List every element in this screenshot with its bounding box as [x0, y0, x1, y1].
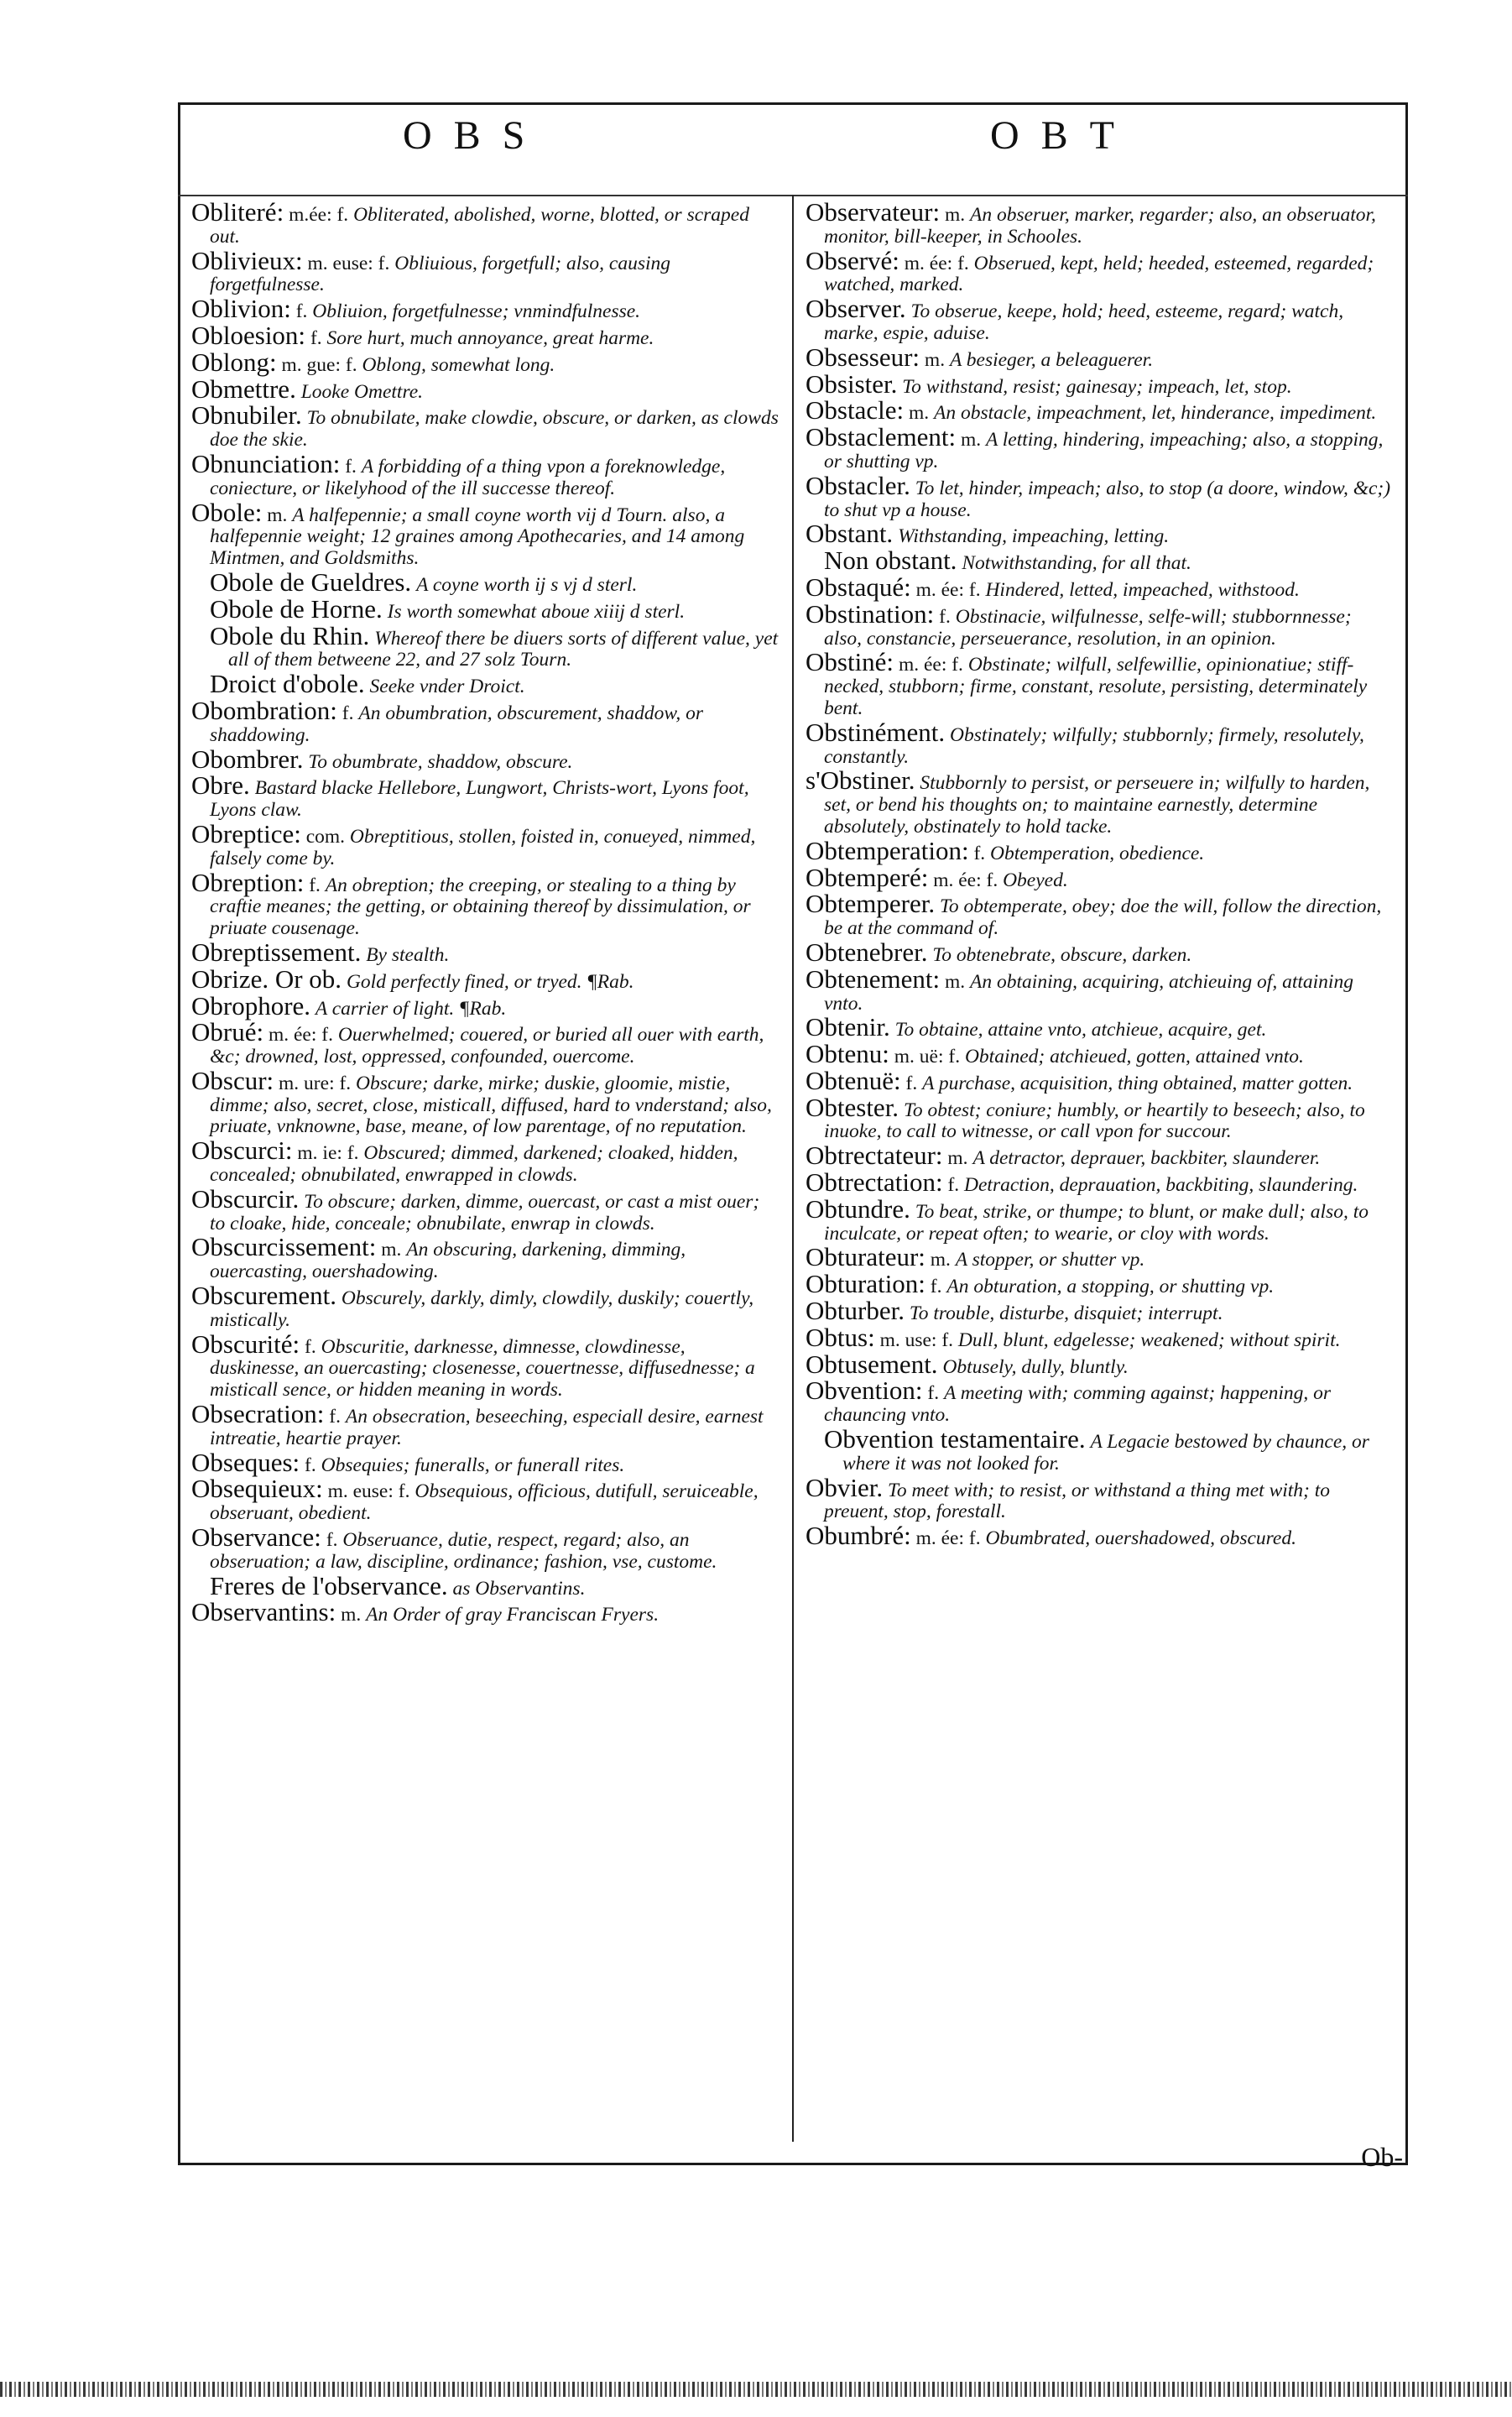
entry-grammar: m. ée: f.: [915, 1527, 981, 1550]
entry-definition: Obscurely, darkly, dimly, clowdily, duskily; couertly, mistically.: [210, 1287, 754, 1331]
entry-grammar: f.: [329, 1406, 341, 1428]
dictionary-entry: [191, 818, 779, 870]
entry-grammar: com.: [305, 825, 346, 848]
entry-headword: Obstacler.: [806, 470, 910, 500]
entry-definition: A purchase, acquisition, thing obtained, matter gotten.: [922, 1072, 1353, 1094]
left-column: [191, 197, 779, 1628]
entry-headword: Obscurci:: [191, 1135, 293, 1166]
catchword: Ob-: [1361, 2142, 1403, 2172]
dictionary-entry: [191, 695, 779, 747]
dictionary-entry: [191, 1474, 779, 1525]
entry-headword: Oblivion:: [191, 294, 291, 324]
entry-headword: Obtester.: [806, 1092, 899, 1122]
entry-definition: To obnubilate, make clowdie, obscure, or darken, as clowds doe the skie.: [210, 407, 779, 452]
dictionary-entry: [191, 1522, 779, 1574]
entry-headword: Obreptissement.: [191, 937, 362, 967]
dictionary-entry: [806, 395, 1393, 425]
entry-headword: Obtusement.: [806, 1349, 938, 1379]
entry-headword: Obtus:: [806, 1322, 875, 1352]
dictionary-entry: [806, 1296, 1393, 1326]
dictionary-entry: [191, 937, 779, 967]
entry-definition: To obtest; coniure; humbly, or heartily to beseech; also, to inuoke, to call to witnesse, or call vpon for succour.: [824, 1099, 1365, 1143]
entry-grammar: m.: [944, 204, 966, 226]
entry-headword: Obrophore.: [191, 990, 311, 1021]
entry-headword: Obstant.: [806, 519, 894, 549]
entry-grammar: m.: [908, 402, 930, 425]
entry-grammar: m.: [947, 1147, 968, 1170]
entry-headword: s'Obstiner.: [806, 765, 915, 796]
entry-headword: Freres de l'observance.: [210, 1570, 448, 1600]
entry-definition: A carrier of light. ¶Rab.: [315, 997, 507, 1020]
entry-definition: Obscured; dimmed, darkened; cloaked, hidden, concealed; obnubilated, enwrapped in clowds.: [210, 1142, 738, 1187]
entry-definition: Obreptitious, stollen, foisted in, conueyed, nimmed, falsely come by.: [210, 825, 756, 869]
dictionary-entry: [806, 1322, 1393, 1352]
dictionary-entry: [191, 593, 779, 624]
dictionary-entry: [191, 294, 779, 324]
entry-headword: Obturber.: [806, 1296, 905, 1326]
dictionary-entry: [806, 1269, 1393, 1299]
dictionary-entry: [806, 1012, 1393, 1042]
entry-headword: Obstinément.: [806, 717, 946, 747]
entry-definition: Withstanding, impeaching, letting.: [898, 525, 1170, 548]
dictionary-entry: [806, 1039, 1393, 1069]
entry-definition: A besieger, a beleaguerer.: [949, 348, 1154, 371]
entry-headword: Obreptice:: [191, 818, 301, 848]
entry-definition: Ouerwhelmed; couered, or buried all ouer with earth, &c; drowned, lost, oppressed, confounded, ouercome.: [210, 1024, 764, 1068]
entry-definition: A meeting with; comming against; happening, or chauncing vnto.: [824, 1382, 1331, 1427]
dictionary-entry: [806, 422, 1393, 473]
dictionary-entry: [806, 1472, 1393, 1524]
dictionary-entry: [191, 1329, 779, 1402]
dictionary-entry: [806, 294, 1393, 345]
entry-definition: Obsequies; funeralls, or funerall rites.: [321, 1454, 625, 1476]
dictionary-entry: [191, 566, 779, 597]
dictionary-entry: [191, 1183, 779, 1235]
entry-definition: Obscuritie, darknesse, dimnesse, clowdinesse, duskinesse, an ouercasting; closenesse, couertnesse, diffusednesse; a misticall sence, or hidden meaning in words.: [210, 1335, 755, 1402]
entry-definition: To let, hinder, impeach; also, to stop (a doore, window, &c;) to shut vp a house.: [824, 477, 1391, 521]
entry-headword: Obnubiler.: [191, 400, 302, 431]
entry-headword: Obstaqué:: [806, 572, 911, 602]
entry-headword: Non obstant.: [824, 546, 957, 576]
entry-grammar: f.: [927, 1382, 940, 1405]
dictionary-entry: [806, 519, 1393, 549]
entry-definition: To trouble, disturbe, disquiet; interrupt.: [909, 1302, 1223, 1325]
entry-headword: Obombration:: [191, 695, 337, 725]
entry-definition: Hindered, letted, impeached, withstood.: [985, 578, 1300, 601]
entry-headword: Obscurité:: [191, 1329, 300, 1359]
dictionary-entry: [806, 647, 1393, 719]
entry-headword: Obstiné:: [806, 647, 894, 677]
entry-definition: Notwithstanding, for all that.: [962, 552, 1191, 575]
entry-definition: Obstinacie, wilfulnesse, selfe-will; stubbornnesse; also, constancie, perseuerance, resolution, in an opinion.: [824, 605, 1352, 650]
entry-definition: To obserue, keepe, hold; heed, esteeme, regard; watch, marke, espie, aduise.: [824, 300, 1344, 344]
dictionary-entry: [191, 744, 779, 774]
dictionary-entry: [806, 862, 1393, 892]
entry-headword: Obole:: [191, 497, 263, 527]
entry-headword: Obturation:: [806, 1269, 925, 1299]
entry-definition: A halfepennie; a small coyne worth vij d Tourn. also, a halfepennie weight; 12 graines among Apothecaries, and 14 among Mintmen, and Goldsmiths.: [210, 504, 745, 570]
entry-definition: Obeyed.: [1003, 869, 1068, 891]
dictionary-entry: [806, 1092, 1393, 1144]
entry-grammar: m. uë: f.: [894, 1046, 961, 1068]
entry-headword: Observance:: [191, 1522, 321, 1553]
entry-headword: Obturateur:: [806, 1242, 925, 1272]
dictionary-entry: [191, 669, 779, 699]
dictionary-entry: [806, 598, 1393, 650]
entry-definition: An obreption; the creeping, or stealing to a thing by craftie meanes; the getting, or obtaining thereof by dissimulation, or priuate cousenage.: [210, 874, 751, 940]
entry-grammar: m.ée: f.: [289, 204, 349, 226]
dictionary-entry: [806, 1349, 1393, 1379]
entry-grammar: m. ure: f.: [279, 1072, 352, 1094]
dictionary-entry: [191, 448, 779, 500]
entry-definition: Dull, blunt, edgelesse; weakened; without spirit.: [957, 1329, 1341, 1351]
dictionary-entry: [806, 765, 1393, 838]
entry-definition: Obliterated, abolished, worne, blotted, or scraped out.: [210, 204, 749, 248]
entry-grammar: f.: [295, 300, 308, 323]
column-divider: [792, 195, 794, 2142]
entry-definition: Detraction, deprauation, backbiting, slaundering.: [964, 1174, 1358, 1197]
right-column: [806, 197, 1393, 1552]
dictionary-entry: [191, 1570, 779, 1600]
entry-definition: To obtaine, attaine vnto, atchieue, acquire, get.: [894, 1019, 1267, 1041]
dictionary-entry: [806, 835, 1393, 865]
entry-headword: Obnunciation:: [191, 448, 341, 478]
entry-headword: Obtrectateur:: [806, 1141, 943, 1171]
entry-definition: Gold perfectly fined, or tryed. ¶Rab.: [346, 970, 634, 993]
entry-headword: Obtundre.: [806, 1193, 910, 1224]
entry-definition: Is worth somewhat aboue xiiij d sterl.: [387, 600, 686, 623]
entry-grammar: m. ie: f.: [297, 1142, 359, 1165]
entry-grammar: m. euse: f.: [307, 252, 390, 274]
entry-grammar: f.: [905, 1072, 918, 1094]
entry-headword: Observateur:: [806, 197, 941, 227]
entry-definition: A detractor, deprauer, backbiter, slaunderer.: [972, 1147, 1321, 1170]
entry-definition: A letting, hindering, impeaching; also, a stopping, or shutting vp.: [824, 429, 1384, 472]
entry-grammar: f.: [309, 874, 321, 896]
dictionary-entry: [191, 1447, 779, 1477]
dictionary-entry: [806, 342, 1393, 372]
dictionary-entry: [806, 1424, 1393, 1475]
entry-definition: To withstand, resist; gainesay; impeach, let, stop.: [902, 375, 1292, 398]
scan-edge-strip: [0, 2382, 1512, 2397]
dictionary-entry: [806, 1521, 1393, 1551]
entry-headword: Obvier.: [806, 1472, 884, 1502]
entry-headword: Droict d'obole.: [210, 669, 365, 699]
entry-definition: Obsequious, officious, dutifull, seruiceable, obseruant, obedient.: [210, 1480, 759, 1525]
entry-definition: Whereof there be diuers sorts of different value, yet all of them betweene 22, and 27 solz Tourn.: [228, 627, 779, 671]
entry-grammar: f.: [305, 1454, 316, 1476]
dictionary-entry: [191, 1281, 779, 1332]
entry-headword: Obstination:: [806, 598, 935, 629]
dictionary-entry: [191, 1135, 779, 1187]
dictionary-entry: [806, 1141, 1393, 1171]
dictionary-entry: [806, 245, 1393, 297]
entry-definition: To beat, strike, or thumpe; to blunt, or make dull; also, to inculcate, or repeat often; to wearie, or cloy with words.: [824, 1200, 1369, 1245]
dictionary-entry: [806, 546, 1393, 576]
entry-grammar: f.: [939, 605, 951, 628]
entry-headword: Obtemperer.: [806, 889, 936, 919]
entry-headword: Oblivieux:: [191, 245, 303, 275]
entry-headword: Observantins:: [191, 1597, 336, 1627]
entry-definition: To obtemperate, obey; doe the will, follow the direction, be at the command of.: [824, 895, 1382, 940]
entry-headword: Obmettre.: [191, 373, 296, 404]
dictionary-entry: [191, 1232, 779, 1283]
entry-headword: Obole du Rhin.: [210, 620, 370, 650]
entry-grammar: m. ée: f.: [915, 578, 981, 601]
entry-definition: Oblong, somewhat long.: [362, 353, 555, 376]
entry-grammar: f.: [305, 1335, 316, 1358]
entry-headword: Obstacle:: [806, 395, 905, 425]
entry-definition: An obtaining, acquiring, atchieuing of, attaining vnto.: [824, 970, 1353, 1015]
entry-grammar: m. use: f.: [879, 1329, 954, 1351]
entry-definition: as Observantins.: [452, 1577, 586, 1600]
entry-headword: Obsequieux:: [191, 1474, 323, 1504]
entry-grammar: f.: [947, 1174, 960, 1197]
entry-definition: A coyne worth ij s vj d sterl.: [416, 573, 638, 596]
entry-definition: A forbidding of a thing vpon a foreknowledge, coniecture, or likelyhood of the ill successe thereof.: [210, 455, 726, 499]
entry-headword: Obliteré:: [191, 197, 284, 227]
dictionary-entry: [191, 963, 779, 994]
entry-headword: Obscurcir.: [191, 1183, 300, 1214]
entry-headword: Obsister.: [806, 368, 898, 399]
entry-grammar: f.: [930, 1276, 942, 1298]
dictionary-entry: [191, 400, 779, 452]
entry-headword: Obtemperé:: [806, 862, 929, 892]
entry-grammar: f.: [973, 842, 986, 864]
entry-definition: An obturation, a stopping, or shutting vp.: [946, 1276, 1275, 1298]
dictionary-entry: [191, 990, 779, 1021]
entry-definition: Obstinate; wilfull, selfewillie, opinionatiue; stiff-necked, stubborn; firme, constant, resolute, persisting, determinately bent.: [824, 654, 1368, 719]
dictionary-entry: [806, 1376, 1393, 1427]
entry-grammar: f.: [326, 1529, 338, 1552]
entry-definition: Obliuious, forgetfull; also, causing forgetfulnesse.: [210, 252, 671, 296]
dictionary-entry: [191, 1017, 779, 1068]
entry-headword: Obtenebrer.: [806, 937, 928, 967]
entry-definition: Obscure; darke, mirke; duskie, gloomie, mistie, dimme; also, secret, close, misticall, diffused, hard to vnderstand; also, priuate, vnknowne, base, meane, of low parentage, of no reputation.: [210, 1072, 772, 1138]
entry-grammar: m. ée: f.: [268, 1024, 333, 1047]
entry-definition: Obumbrated, ouershadowed, obscured.: [985, 1527, 1296, 1550]
entry-headword: Obumbré:: [806, 1521, 911, 1551]
entry-grammar: m. ée: f.: [933, 869, 998, 891]
entry-grammar: m. ée: f.: [898, 654, 963, 676]
dictionary-entry: [191, 347, 779, 377]
entry-definition: A Legacie bestowed by chaunce, or where it was not looked for.: [842, 1431, 1369, 1475]
dictionary-entry: [191, 867, 779, 940]
entry-definition: By stealth.: [366, 943, 450, 966]
dictionary-entry: [191, 1399, 779, 1450]
entry-definition: Obtemperation, obedience.: [990, 842, 1205, 864]
entry-headword: Observer.: [806, 294, 906, 324]
dictionary-entry: [806, 1242, 1393, 1272]
dictionary-entry: [191, 770, 779, 822]
dictionary-entry: [191, 1597, 779, 1627]
entry-grammar: f.: [345, 455, 357, 478]
entry-grammar: m. gue: f.: [281, 353, 357, 376]
entry-headword: Obseques:: [191, 1447, 300, 1477]
entry-grammar: m. euse: f.: [327, 1480, 410, 1503]
dictionary-entry: [191, 197, 779, 248]
dictionary-entry: [191, 373, 779, 404]
entry-grammar: m.: [341, 1604, 362, 1626]
dictionary-entry: [806, 889, 1393, 940]
entry-definition: Obseruance, dutie, respect, regard; also, an obseruation; a law, discipline, ordinance; fashion, vse, custome.: [210, 1529, 717, 1573]
entry-grammar: m.: [267, 504, 288, 526]
entry-headword: Obombrer.: [191, 744, 304, 774]
entry-headword: Observé:: [806, 245, 899, 275]
entry-headword: Obloesion:: [191, 320, 306, 350]
dictionary-entry: [191, 245, 779, 297]
entry-definition: Obstinately; wilfully; stubbornly; firmely, resolutely, constantly.: [824, 723, 1364, 768]
entry-definition: An obseruer, marker, regarder; also, an obseruator, monitor, bill-keeper, in Schooles.: [824, 204, 1376, 248]
dictionary-entry: [806, 368, 1393, 399]
entry-grammar: m.: [960, 429, 982, 452]
entry-definition: Obliuion, forgetfulnesse; vnmindfulnesse.: [312, 300, 641, 323]
entry-definition: Seeke vnder Droict.: [369, 676, 525, 698]
entry-headword: Obstaclement:: [806, 422, 957, 452]
running-head-right: OBT: [990, 113, 1136, 158]
dictionary-entry: [806, 1167, 1393, 1198]
dictionary-entry: [191, 1065, 779, 1138]
dictionary-entry: [806, 937, 1393, 967]
dictionary-entry: [806, 197, 1393, 248]
dictionary-entry: [806, 572, 1393, 602]
entry-definition: Obserued, kept, held; heeded, esteemed, regarded; watched, marked.: [824, 252, 1374, 296]
dictionary-entry: [806, 1193, 1393, 1245]
entry-definition: Bastard blacke Hellebore, Lungwort, Christs-wort, Lyons foot, Lyons claw.: [210, 777, 749, 822]
entry-headword: Obvention testamentaire.: [824, 1424, 1086, 1454]
entry-definition: To obtenebrate, obscure, darken.: [932, 943, 1192, 966]
dictionary-entry: [806, 470, 1393, 522]
entry-headword: Obreption:: [191, 867, 305, 897]
entry-headword: Obscurement.: [191, 1281, 337, 1311]
entry-headword: Obtenuë:: [806, 1065, 901, 1095]
entry-grammar: f.: [342, 702, 354, 724]
entry-grammar: m.: [381, 1239, 402, 1261]
dictionary-entry: [806, 963, 1393, 1015]
entry-grammar: m. ée: f.: [904, 252, 969, 274]
running-head-left: OBS: [403, 113, 547, 158]
entry-definition: An Order of gray Franciscan Fryers.: [366, 1604, 660, 1626]
entry-headword: Obvention:: [806, 1376, 923, 1406]
entry-definition: An obstacle, impeachment, let, hinderance, impediment.: [933, 402, 1377, 425]
entry-definition: Sore hurt, much annoyance, great harme.: [326, 326, 654, 349]
entry-grammar: m.: [930, 1249, 951, 1271]
entry-headword: Obtrectation:: [806, 1167, 943, 1198]
entry-definition: A stopper, or shutter vp.: [955, 1249, 1145, 1271]
entry-headword: Obtenir.: [806, 1012, 890, 1042]
entry-definition: Stubbornly to persist, or perseuere in; wilfully to harden, set, or bend his thoughts on; to maintaine earnestly, determine absolutely, obstinately to hold tacke.: [824, 772, 1370, 838]
entry-headword: Obole de Horne.: [210, 593, 383, 624]
entry-headword: Obscur:: [191, 1065, 274, 1095]
dictionary-entry: [191, 320, 779, 350]
entry-definition: An obumbration, obscurement, shaddow, or shaddowing.: [210, 702, 703, 746]
entry-headword: Obsecration:: [191, 1399, 325, 1429]
entry-definition: Obtained; atchieued, gotten, attained vnto.: [964, 1046, 1304, 1068]
entry-headword: Obtenement:: [806, 963, 941, 994]
entry-definition: Looke Omettre.: [300, 380, 424, 403]
entry-headword: Obrize. Or ob.: [191, 963, 342, 994]
entry-headword: Obre.: [191, 770, 250, 801]
entry-grammar: m.: [924, 348, 946, 371]
dictionary-entry: [191, 497, 779, 570]
entry-definition: An obscuring, darkening, dimming, ouercasting, ouershadowing.: [210, 1239, 686, 1283]
entry-definition: To obscure; darken, dimme, ouercast, or cast a mist ouer; to cloake, hide, conceale; obnubilate, enwrap in clowds.: [210, 1190, 760, 1235]
entry-definition: Obtusely, dully, bluntly.: [942, 1355, 1129, 1378]
entry-definition: An obsecration, beseeching, especiall desire, earnest intreatie, heartie prayer.: [210, 1406, 764, 1449]
entry-headword: Obtenu:: [806, 1039, 889, 1069]
entry-definition: To obumbrate, shaddow, obscure.: [308, 750, 573, 773]
entry-headword: Oblong:: [191, 347, 277, 377]
entry-headword: Obtemperation:: [806, 835, 969, 865]
entry-headword: Obsesseur:: [806, 342, 920, 372]
dictionary-entry: [806, 717, 1393, 769]
entry-definition: To meet with; to resist, or withstand a thing met with; to preuent, stop, forestall.: [824, 1479, 1331, 1523]
entry-grammar: m.: [945, 970, 966, 993]
entry-headword: Obscurcissement:: [191, 1232, 377, 1262]
dictionary-entry: [191, 620, 779, 672]
dictionary-entry: [806, 1065, 1393, 1095]
entry-headword: Obrué:: [191, 1017, 264, 1047]
entry-headword: Obole de Gueldres.: [210, 566, 412, 597]
entry-grammar: f.: [310, 326, 322, 349]
